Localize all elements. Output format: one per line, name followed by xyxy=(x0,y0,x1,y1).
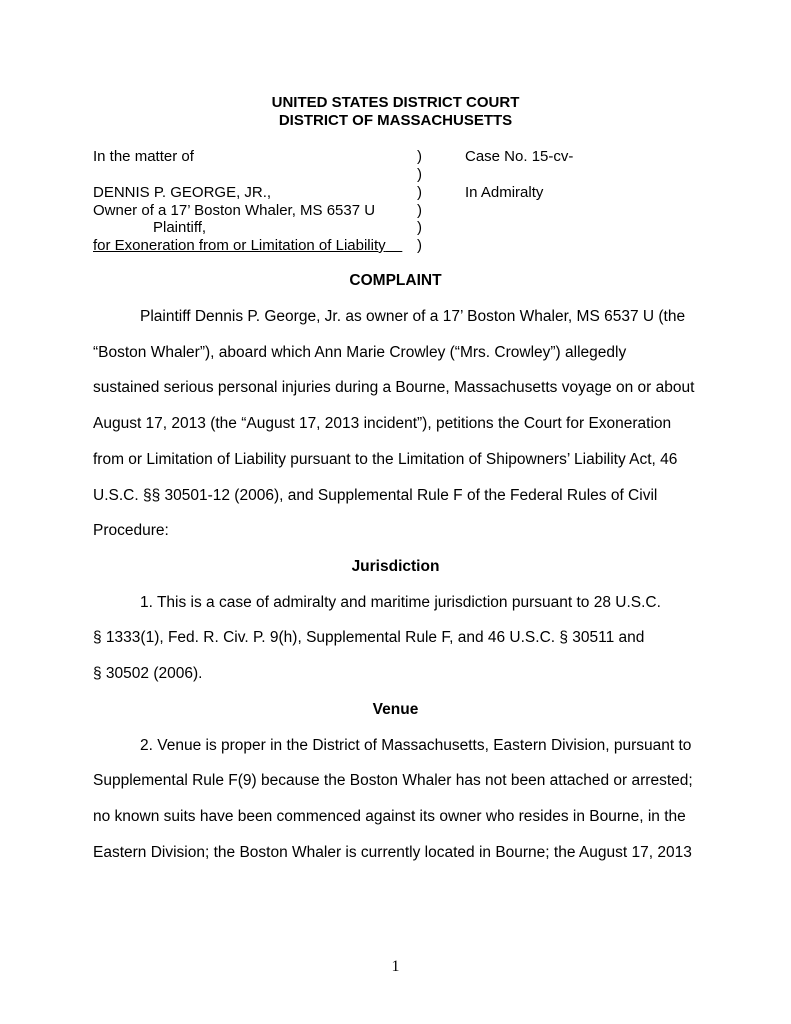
paragraph-line: § 30502 (2006). xyxy=(93,665,203,682)
paragraph-line: no known suits have been commenced against its owner who resides in Bourne, in the xyxy=(93,808,686,825)
caption-purpose xyxy=(93,237,402,254)
page-number: 1 xyxy=(391,958,400,975)
paragraph-line: U.S.C. §§ 30501-12 (2006), and Supplemental Rule F of the Federal Rules of Civil xyxy=(93,487,658,504)
document-title: COMPLAINT xyxy=(349,272,442,289)
caption-paren: ) xyxy=(417,184,422,201)
paragraph-line: 2. Venue is proper in the District of Massachusetts, Eastern Division, pursuant to xyxy=(140,737,692,754)
caption-role: Plaintiff, xyxy=(153,219,207,236)
caption-paren: ) xyxy=(417,148,422,165)
paragraph-line: Plaintiff Dennis P. George, Jr. as owner of a 17’ Boston Whaler, MS 6537 U (the xyxy=(140,308,686,325)
caption-paren: ) xyxy=(417,237,422,254)
admiralty-label: In Admiralty xyxy=(465,184,544,201)
jurisdiction-heading: Jurisdiction xyxy=(351,558,440,575)
paragraph-line: “Boston Whaler”), aboard which Ann Marie Crowley (“Mrs. Crowley”) allegedly xyxy=(93,344,627,361)
paragraph-line: 1. This is a case of admiralty and maritime jurisdiction pursuant to 28 U.S.C. xyxy=(140,594,661,611)
caption-party-name: DENNIS P. GEORGE, JR., xyxy=(93,184,272,201)
court-name: UNITED STATES DISTRICT COURT xyxy=(271,94,520,111)
caption-matter: In the matter of xyxy=(93,148,194,165)
paragraph-line: Procedure: xyxy=(93,522,169,539)
court-district: DISTRICT OF MASSACHUSETTS xyxy=(278,112,513,129)
caption-paren: ) xyxy=(417,166,422,183)
paragraph-line: Eastern Division; the Boston Whaler is currently located in Bourne; the August 17, 2013 xyxy=(93,844,692,861)
paragraph-line: sustained serious personal injuries during a Bourne, Massachusetts voyage on or about xyxy=(93,379,695,396)
caption-purpose-text: for Exoneration from or Limitation of Liability xyxy=(93,237,386,254)
caption-paren: ) xyxy=(417,219,422,236)
paragraph-line: § 1333(1), Fed. R. Civ. P. 9(h), Supplemental Rule F, and 46 U.S.C. § 30511 and xyxy=(93,629,645,646)
paragraph-line: Supplemental Rule F(9) because the Boston Whaler has not been attached or arrested; xyxy=(93,772,693,789)
paragraph-line: August 17, 2013 (the “August 17, 2013 incident”), petitions the Court for Exoneration xyxy=(93,415,672,432)
caption-paren: ) xyxy=(417,202,422,219)
paragraph-line: from or Limitation of Liability pursuant to the Limitation of Shipowners’ Liability Act, 46 xyxy=(93,451,678,468)
case-number: Case No. 15-cv- xyxy=(465,148,574,165)
caption-owner: Owner of a 17’ Boston Whaler, MS 6537 U xyxy=(93,202,376,219)
venue-heading: Venue xyxy=(372,701,419,718)
